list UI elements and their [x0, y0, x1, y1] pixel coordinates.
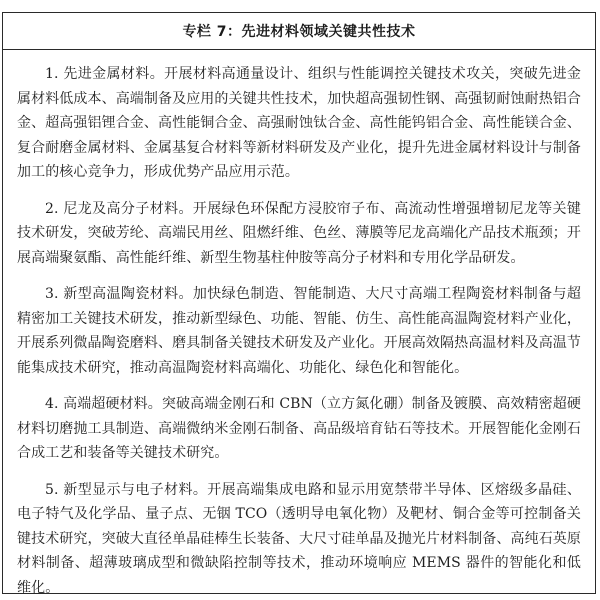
paragraph-display-electronic: 5. 新型显示与电子材料。开展高端集成电路和显示用宽禁带半导体、区熔级多晶硅、电子特气及化学品、量子点、无铟 TCO（透明导电氧化物）及靶材、铜合金等可控制备关键技术研究，突破大直径单晶硅棒生长装备、大尺寸硅单晶及抛光片材料制备、高纯石英原材料制备、超薄玻璃成型和微缺陷控制等技术，推动环境响应 MEMS 器件的智能化和低维化。 [17, 481, 581, 596]
column-content [3, 50, 595, 600]
title-bar [3, 13, 595, 50]
paragraph-ceramic-materials: 3. 新型高温陶瓷材料。加快绿色制造、智能制造、大尺寸高端工程陶瓷材料制备与超精密加工关键技术研发，推动新型绿色、功能、智能、仿生、高性能高温陶瓷材料产业化，开展系列微晶陶瓷磨料、磨具制备关键技术研发及产业化。开展高效隔热高温材料及高温节能集成技术研究，推动高温陶瓷材料高端化、功能化、绿色化和智能化。 [17, 286, 581, 376]
paragraph-superhard-materials: 4. 高端超硬材料。突破高端金刚石和 CBN（立方氮化硼）制备及镀膜、高效精密超硬材料切磨抛工具制造、高端微纳米金刚石制备、高品级培育钻石等技术。开展智能化金刚石合成工艺和装备等关键技术研究。 [17, 396, 581, 461]
paragraph-metal-materials: 1. 先进金属材料。开展材料高通量设计、组织与性能调控关键技术攻关，突破先进金属材料低成本、高端制备及应用的关键共性技术，加快超高强韧性钢、高强韧耐蚀耐热铝合金、超高强铝锂合金、高性能铜合金、高强耐蚀钛合金、高性能钨铝合金、高性能镁合金、复合耐磨金属材料、金属基复合材料等新材料研发及产业化，提升先进金属材料设计与制备加工的核心竞争力，形成优势产品应用示范。 [17, 66, 581, 180]
paragraph-nylon-polymer: 2. 尼龙及高分子材料。开展绿色环保配方浸胶帘子布、高流动性增强增韧尼龙等关键技术研发，突破芳纶、高端民用丝、阻燃纤维、色丝、薄膜等尼龙高端化产品技术瓶颈；开展高端聚氨酯、高性能纤维、新型生物基柱仲胺等高分子材料和专用化学品研发。 [17, 200, 581, 266]
column-title: 专栏 7：先进材料领域关键共性技术 [182, 24, 416, 40]
column-box [2, 12, 596, 594]
